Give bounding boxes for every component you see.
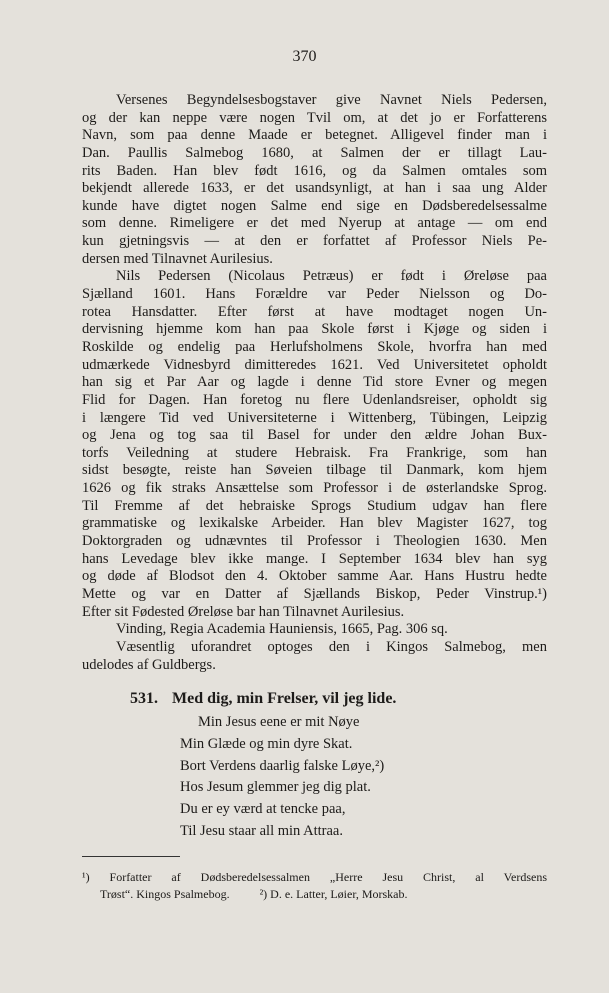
- body-line: han sig et Par Aar og lagde i denne Tid store Evner og megen: [82, 374, 547, 391]
- body-line: kunde have digtet nogen Salme end sige en Dødsberedelsessalme: [82, 197, 547, 214]
- body-line: Roskilde og endelig paa Herlufsholmens Skole, hvorfra han med: [82, 338, 547, 355]
- body-line: udelodes af Guldbergs.: [82, 656, 216, 673]
- hymn-number: 531.: [130, 690, 158, 707]
- body-line: Vinding, Regia Academia Hauniensis, 1665, Pag. 306 sq.: [116, 621, 448, 638]
- body-line: i længere Tid ved Universiteterne i Wittenberg, Tübingen, Leipzig: [82, 409, 547, 426]
- body-line: Flid for Dagen. Han foretog nu flere Udenlandsreiser, opholdt sig: [82, 391, 547, 408]
- body-line: rotea Hansdatter. Efter først at have modtaget nogen Un-: [82, 303, 547, 320]
- body-line: grammatiske og lexikalske Arbeider. Han blev Magister 1627, tog: [82, 515, 547, 532]
- body-line: som denne. Rimeligere er det med Nyerup at antage — om end: [82, 215, 547, 232]
- body-line: bekjendt allerede 1633, er det usandsynligt, at han i saa ung Alder: [82, 180, 547, 197]
- footnote-divider: [82, 856, 180, 857]
- footnote-1-continued: Trøst“. Kingos Psalmebog.: [100, 887, 230, 901]
- body-line: kun gjetningsvis — at den er forfattet af Professor Niels Pe-: [82, 233, 547, 250]
- body-line: Væsentlig uforandret optoges den i Kingos Salmebog, men: [116, 638, 547, 655]
- body-line: sidst besøgte, reiste han Søveien tilbage til Danmark, kom hjem: [82, 462, 547, 479]
- hymn-title: Med dig, min Frelser, vil jeg lide.: [172, 690, 397, 707]
- body-line: Navn, som paa denne Maade er betegnet. Alligevel finder man i: [82, 127, 547, 144]
- verse-line: Min Glæde og min dyre Skat.: [180, 735, 353, 752]
- body-text: [82, 92, 547, 674]
- body-line: og døde af Blodsot den 4. Oktober samme Aar. Hans Hustru hedte: [82, 568, 547, 585]
- body-line: Efter sit Fødested Øreløse bar han Tilnavnet Aurilesius.: [82, 603, 405, 620]
- body-line: rits Baden. Han blev født 1616, og da Salmen omtales som: [82, 162, 547, 179]
- body-line: 1626 og fik straks Ansættelse som Professor i de østerlandske Sprog.: [82, 480, 547, 497]
- body-line: udmærkede Vidnesbyrd dimitteredes 1621. Ved Universitetet opholdt: [82, 356, 547, 373]
- body-line: Nils Pedersen (Nicolaus Petræus) er født i Øreløse paa: [116, 268, 547, 285]
- verse-line: Hos Jesum glemmer jeg dig plat.: [180, 779, 371, 796]
- hymn-heading: [130, 689, 396, 709]
- body-line: Doktorgraden og udnævntes til Professor i Theologien 1630. Men: [82, 533, 547, 550]
- verse-line: Til Jesu staar all min Attraa.: [180, 822, 343, 839]
- footnotes: [82, 869, 547, 903]
- body-line: og der kan neppe være nogen Tvil om, at det jo er Forfatterens: [82, 109, 547, 126]
- body-line: dersen med Tilnavnet Aurilesius.: [82, 250, 273, 267]
- body-line: hans Levedage blev ikke mange. I September 1634 blev han syg: [82, 550, 547, 567]
- footnote-2: ²) D. e. Latter, Løier, Morskab.: [259, 887, 408, 901]
- footnote-1: ¹) Forfatter af Dødsberedelsessalmen „Herre Jesu Christ, al Verdsens: [82, 870, 547, 884]
- verse-line: Du er ey værd at tencke paa,: [180, 801, 346, 818]
- body-line: Mette og var en Datter af Sjællands Biskop, Peder Vinstrup.¹): [82, 585, 547, 602]
- verse-line: Bort Verdens daarlig falske Løye,²): [180, 757, 385, 774]
- body-line: Dan. Paullis Salmebog 1680, at Salmen der er tillagt Lau-: [82, 144, 547, 161]
- body-line: Versenes Begyndelsesbogstaver give Navnet Niels Pedersen,: [116, 92, 547, 108]
- verse-line: Min Jesus eene er mit Nøye: [198, 714, 360, 730]
- body-line: Til Fremme af det hebraiske Sprogs Studium udgav han flere: [82, 497, 547, 514]
- body-line: Sjælland 1601. Hans Forældre var Peder Nielsson og Do-: [82, 286, 547, 303]
- body-line: torfs Veiledning at studere Hebraisk. Fra Frankrige, som han: [82, 444, 547, 461]
- page-number: 370: [292, 48, 317, 65]
- hymn-verse: [180, 712, 384, 843]
- body-line: og Jena og tog saa til Basel for under den ældre Johan Bux-: [82, 427, 547, 444]
- body-line: dervisning hjemme kom han paa Skole først i Kjøge og siden i: [82, 321, 547, 338]
